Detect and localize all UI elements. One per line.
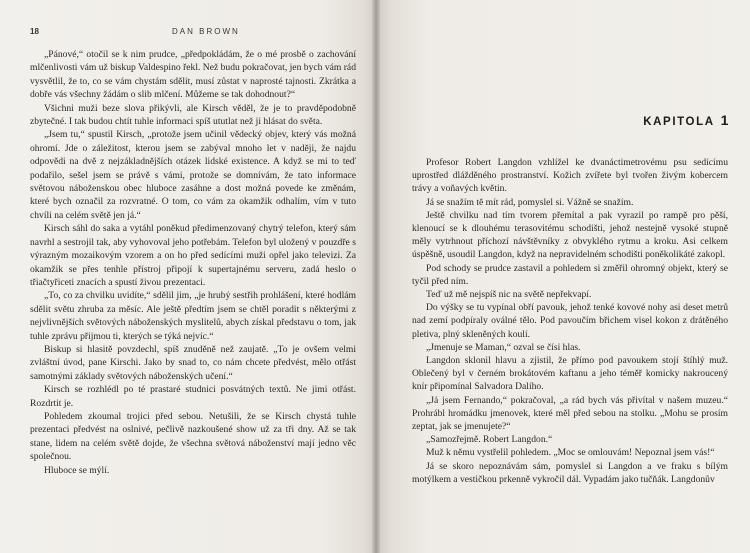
paragraph: Langdon sklonil hlavu a zjistil, že přímo pod pavoukem stojí štíhlý muž. Oblečený byl v černém brokátovém kaftanu a jeho téměř komicky nakroucený knír připomínal Salvadora Dalího. xyxy=(412,355,728,393)
paragraph: „Jmenuje se Maman,“ ozval se čísi hlas. xyxy=(426,341,581,353)
paragraph: Já se snažím tě mít rád, pomyslel si. Vážně se snažím. xyxy=(426,196,634,208)
paragraph: Biskup si hlasitě povzdechl, spíš znuděně než zaujatě. „To je ovšem velmi zvláštní úvod, pane Kirschi. Jako by snad to, co nám chcete předvést, mělo otřást samotnými základy světových náboženských učení.“ xyxy=(30,343,356,382)
paragraph: Ještě chvilku nad tím tvorem přemítal a pak vyrazil po rampě pro pěší, klenoucí se k dlouhému terasovitému schodišti, jehož nestejně vysoké stupně měly vytrhnout příchozí návštěvníky z obvyklého rytmu a kroku. Asi celkem úspěšně, usoudil Langdon, když na nepravidelném schodišti poněkolikáté zakopl. xyxy=(412,209,728,261)
right-page xyxy=(376,0,750,553)
paragraph: Hlubocе se mýlí. xyxy=(44,464,110,476)
paragraph: Kirsch se rozhlédl po té prastaré studnici posvátných textů. Ne jimi otřást. Rozdrtit je. xyxy=(30,384,356,409)
right-page-text xyxy=(412,156,728,486)
paragraph: „Jsem tu,“ spustil Kirsch, „protože jsem učinil vědecký objev, který vás možná ohromí. Jde o záležitost, kterou jsem se zabýval mnoho let v naději, že najdu odpovědi na dvě z nejzákladnějších otázek lidské existence. A když se mi to teď podařilo, sešel jsem se právě s vámi, protože se domnívám, že tato informace světovou náboženskou obec hluboce zasáhne a dost možná povede ke změnám, které bych označil za rozvratné. O tom, co vám za okamžik odhalím, vím v tuto chvíli na celém světě jen já.“ xyxy=(30,129,356,221)
paragraph: Kirsch sáhl do saka a vytáhl poněkud předimenzovaný chytrý telefon, který sám navrhl a sestrojil tak, aby vyhovoval jeho potřebám. Telefon byl uložený v pouzdře s výrazným mozaikovým vzorem a on ho před sedícími muži opřel jako televizi. Za okamžik se přes tenhle přístroj připojí k supertajnému serveru, zadá heslo o třiačtyřiceti znacích a spustí živou prezentaci. xyxy=(30,223,356,288)
paragraph: Všichni muži beze slova přikývli, ale Kirsch věděl, že je to pravděpodobně zbytečné. I tak budou chtít tuhle informaci spíš ututlat než ji hlásat do světa. xyxy=(30,102,356,128)
page-number: 18 xyxy=(30,27,39,36)
paragraph: Teď už mě nejspíš nic na světě nepřekvapí. xyxy=(426,289,592,301)
paragraph: „Samozřejmě. Robert Langdon.“ xyxy=(426,434,553,446)
paragraph: „Já jsem Fernando,“ pokračoval, „a rád bych vás přivítal v našem muzeu.“ Prohrábl hromádku jmenovek, které měl před sebou na stolku. „Mohu se prosím zeptat, jak se jmenujete?“ xyxy=(412,394,728,433)
paragraph: „Pánové,“ otočil se k nim prudce, „předpokládám, že o mé prosbě o zachování mlčenlivosti vám už biskup Valdespino řekl. Než budu pokračovat, jen bych vám rád vysvětlil, že to, co se vám chystám sdělit, musí zůstat v naprosté tajnosti. Zkrátka a dobře vás všechny žádám o slib mlčení. Můžeme se tak dohodnout?“ xyxy=(30,49,356,101)
chapter-label: KAPITOLA xyxy=(643,116,715,128)
author-name: DAN BROWN xyxy=(172,27,240,36)
book-gutter xyxy=(372,0,380,553)
paragraph: Profesor Robert Langdon vzhlížel ke dvanáctimetrovému psu sedícímu uprostřed dlážděného prostranství. Kožich zvířete byl tvořen živým kobercem trávy a voňavých květin. xyxy=(412,157,728,195)
running-head xyxy=(30,27,356,36)
chapter-number: 1 xyxy=(720,112,730,128)
paragraph: „To, co za chvilku uvidíte,“ sdělil jim, „je hrubý sestřih prohlášení, které hodlám sdělit světu zhruba za měsíc. Ale ještě předtím jsem se chtěl poradit s některými z nejvlivnějších světových náboženských myslitelů, abych získal představu o tom, jak tuhle zprávu přijmou ti, kterých se týká nejvíc.“ xyxy=(30,290,356,342)
paragraph: Do výšky se tu vypínal obří pavouk, jehož tenké kovové nohy asi deset metrů nad zemí podpíraly oválné tělo. Pod pavoučím břichem visel kokon z drátěného pletiva, plný skleněných koulí. xyxy=(412,302,728,340)
paragraph: Pod schody se prudce zastavil a pohledem si změřil ohromný objekt, který se tyčil před ním. xyxy=(412,262,728,287)
chapter-heading xyxy=(643,112,730,128)
paragraph: Já se skoro nepoznávám sám, pomyslel si Langdon a ve fraku s bílým motýlkem a vestičkou prkenně vykročil dál. Vypadám jako tučňák. Langdonův xyxy=(412,460,728,485)
paragraph: Pohledem zkoumal trojici před sebou. Netušili, že se Kirsch chystá tuhle prezentaci předvést na oslnivé, pečlivě nazkoušené show už za tři dny. Až se tak stane, lidem na celém světě dojde, že všechna světová náboženství mají jedno věc společnou. xyxy=(30,410,356,463)
left-page-text xyxy=(30,48,356,477)
paragraph: Muž k němu vystřelil pohledem. „Moc se omlouvám! Nepoznal jsem vás!“ xyxy=(426,447,715,459)
